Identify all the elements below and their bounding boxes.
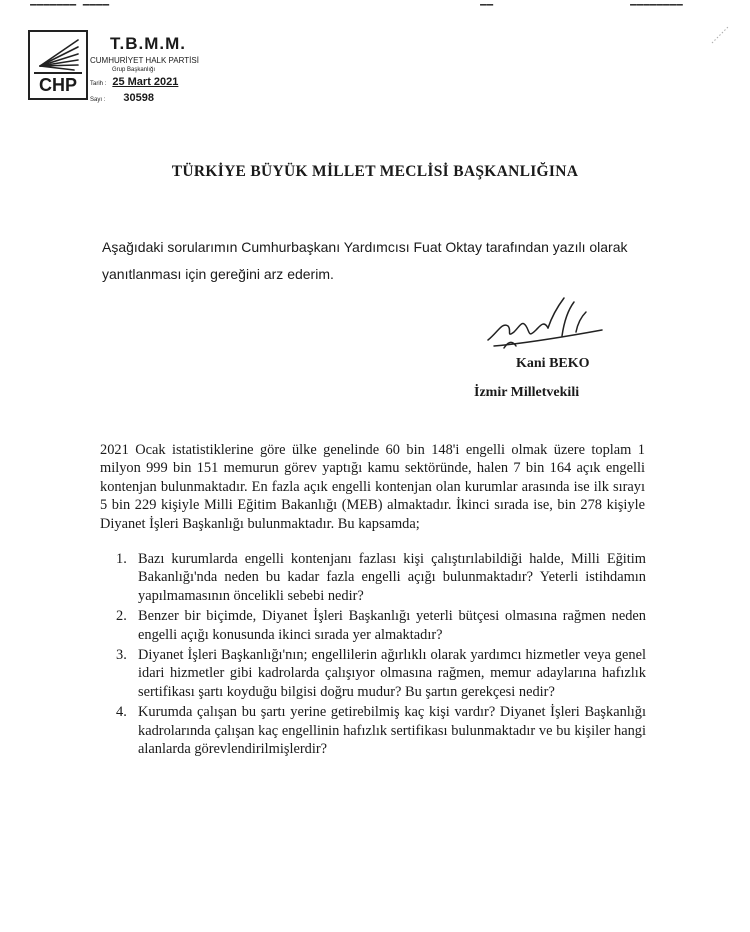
number-label: Sayı : <box>90 97 106 103</box>
number-value: 30598 <box>123 92 154 104</box>
question-item <box>116 646 646 701</box>
intro-line: Aşağıdaki sorularımın Cumhurbaşkanı Yardımcısı Fuat Oktay tarafından yazılı olarak <box>102 239 628 255</box>
document-title: TÜRKİYE BÜYÜK MİLLET MECLİSİ BAŞKANLIĞINA <box>171 163 579 180</box>
question-text: Benzer bir biçimde, Diyanet İşleri Başkanlığı yeterli bütçesi olmasına rağmen neden engelli açığı konusunda ikinci sırada yer almaktadır? <box>138 608 646 643</box>
corner-mark-icon <box>710 25 730 45</box>
signatory-role: İzmir Milletvekili <box>474 385 580 400</box>
six-arrows-emblem-icon <box>34 36 82 74</box>
number-row <box>90 92 154 104</box>
date-label: Tarih : <box>90 81 107 87</box>
question-item <box>116 703 646 758</box>
question-item <box>116 550 646 605</box>
group-label: Grup Başkanlığı <box>112 67 156 73</box>
question-text: Diyanet İşleri Başkanlığı'nın; engellilerin ağırlıklı olarak yardımcı hizmetler veya genel idari hizmetler gibi kadrolarda çalışıyor olmasına rağmen, memur adaylarına hafızlık sertifikası şartı koyduğu bilgisi doğru mudur? Bu şartın gerekçesi nedir? <box>138 647 646 700</box>
question-item <box>116 607 646 644</box>
logo-text: CHP <box>38 75 77 95</box>
fax-transmission-header: ▬▬▬▬▬▬▬ ▬▬▬▬ ▬▬ ▬▬▬▬▬▬▬▬ <box>30 4 683 10</box>
question-number: 3. <box>116 647 127 664</box>
handwritten-signature <box>478 292 608 362</box>
question-text: Bazı kurumlarda engelli kontenjanı fazlası kişi çalıştırılabildiği halde, Milli Eğitim Bakanlığı'nda neden bu kadar fazla engelli açığı bulunmaktadır? Yeterli istihdamın yapılmamasının öncelikli sebebi nedir? <box>138 551 646 604</box>
body-paragraph: 2021 Ocak istatistiklerine göre ülke genelinde 60 bin 148'i engelli olmak üzere toplam 1 milyon 999 bin 151 memurun görev yaptığı kamu sektöründe, halen 7 bin 164 açık engelli kontenjan bulunmaktadır. En fazla açık engelli kontenjan olan kurumlar arasında ise ilk sırayı 5 bin 229 kişiyle Milli Eğitim Bakanlığı (MEB) almaktadır. İkinci sırada ise, bin 278 kişiyle Diyanet İşleri Başkanlığı bulunmaktadır. Bu kapsamda; <box>100 442 645 532</box>
institution: T.B.M.M. <box>110 34 186 53</box>
date-row <box>90 76 178 88</box>
signatory-name: Kani BEKO <box>516 356 590 371</box>
question-text: Kurumda çalışan bu şartı yerine getirebilmiş kaç kişi vardır? Diyanet İşleri Başkanlığı kadrolarında çalışan kaç engellinin hafızlık sertifikası bulunmaktadır ve bu kişiler hangi alanlarda görevlendirilmişlerdir? <box>138 704 646 758</box>
question-number: 4. <box>116 704 127 721</box>
date-value: 25 Mart 2021 <box>112 76 179 88</box>
party-name: CUMHURİYET HALK PARTİSİ <box>90 56 199 65</box>
intro-line: yanıtlanması için gereğini arz ederim. <box>102 266 334 282</box>
question-list <box>116 550 646 760</box>
question-number: 1. <box>116 551 127 567</box>
intro-paragraph <box>102 234 702 288</box>
question-number: 2. <box>116 608 127 625</box>
chp-logo <box>28 30 88 100</box>
